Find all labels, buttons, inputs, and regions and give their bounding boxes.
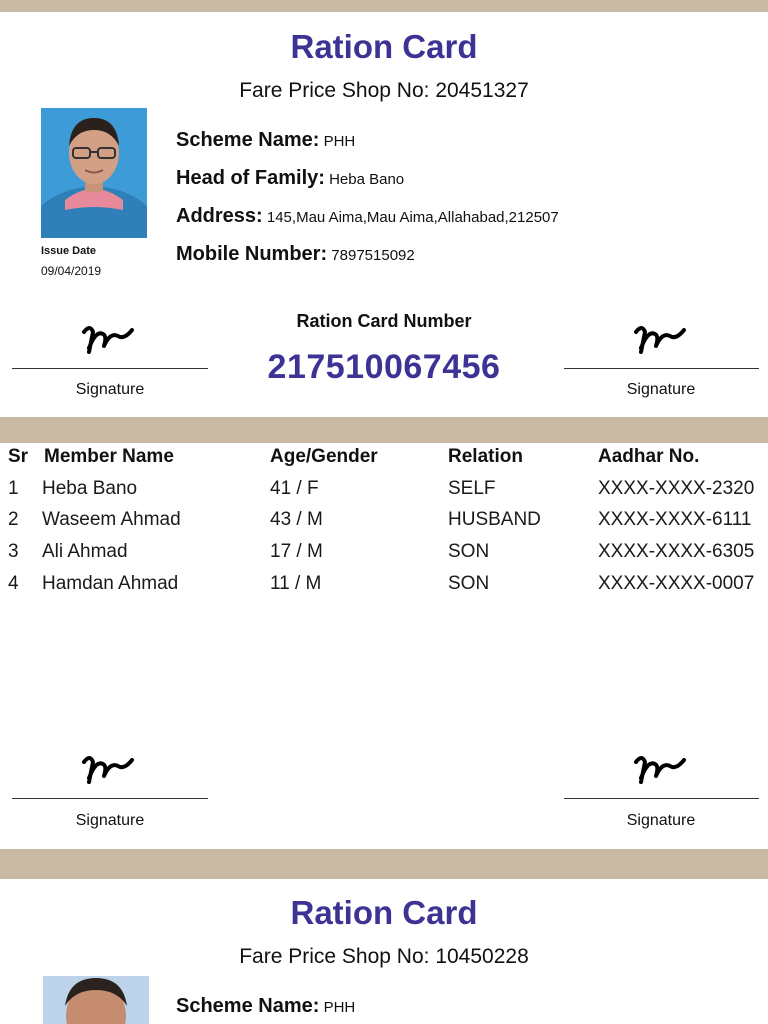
address-row — [176, 205, 559, 228]
top-band — [0, 0, 768, 12]
person-photo-icon — [41, 108, 147, 238]
scheme-row — [176, 129, 355, 152]
scheme-value: PHH — [323, 999, 356, 1016]
shop-label: Fare Price Shop No: — [239, 945, 430, 968]
scheme-row — [176, 995, 355, 1018]
header-age-gender: Age/Gender — [270, 446, 378, 467]
ration-card-number-label: Ration Card Number — [296, 311, 472, 331]
signature-scribble-icon — [80, 748, 140, 788]
signature-label: Signature — [626, 812, 696, 829]
cell-age-gender: 17 / M — [270, 541, 323, 562]
shop-number: 20451327 — [435, 79, 529, 102]
scheme-value: PHH — [323, 133, 356, 150]
signature-scribble-icon — [632, 748, 692, 788]
signature-line — [564, 368, 759, 369]
cell-age-gender: 11 / M — [270, 573, 322, 594]
cell-aadhar: XXXX-XXXX-0007 — [598, 573, 755, 594]
signature-label: Signature — [75, 381, 145, 398]
cell-name: Waseem Ahmad — [42, 509, 181, 530]
member-photo — [41, 108, 147, 238]
scheme-label: Scheme Name: — [176, 995, 320, 1017]
cell-aadhar: XXXX-XXXX-6305 — [598, 541, 755, 562]
cell-age-gender: 41 / F — [270, 478, 319, 499]
signature-label: Signature — [75, 812, 145, 829]
cell-aadhar: XXXX-XXXX-6111 — [598, 509, 752, 530]
cell-name: Hamdan Ahmad — [42, 573, 179, 594]
shop-label: Fare Price Shop No: — [239, 79, 430, 102]
member-photo — [43, 976, 149, 1024]
header-relation: Relation — [448, 446, 523, 467]
separator-band — [0, 417, 768, 443]
address-label: Address: — [176, 205, 263, 227]
cell-relation: SON — [448, 573, 490, 594]
issue-date-label: Issue Date — [41, 245, 97, 257]
head-label: Head of Family: — [176, 167, 325, 189]
shop-number-line — [0, 79, 768, 103]
cell-sr: 1 — [8, 478, 19, 499]
issue-date-value: 09/04/2019 — [41, 264, 102, 278]
signature-scribble-icon — [632, 318, 692, 358]
head-value: Heba Bano — [329, 171, 405, 188]
signature-line — [564, 798, 759, 799]
cell-name: Heba Bano — [42, 478, 138, 499]
cell-name: Ali Ahmad — [42, 541, 128, 562]
cell-age-gender: 43 / M — [270, 509, 323, 530]
cell-sr: 3 — [8, 541, 19, 562]
cell-relation: HUSBAND — [448, 509, 541, 530]
address-value: 145,Mau Aima,Mau Aima,Allahabad,212507 — [266, 209, 559, 226]
separator-band — [0, 849, 768, 879]
card-title: Ration Card — [290, 28, 478, 65]
scheme-label: Scheme Name: — [176, 129, 320, 151]
mobile-row — [176, 243, 415, 266]
cell-relation: SON — [448, 541, 490, 562]
ration-card-number: 217510067456 — [267, 348, 501, 386]
mobile-label: Mobile Number: — [176, 243, 328, 265]
cell-aadhar: XXXX-XXXX-2320 — [598, 478, 755, 499]
header-aadhar: Aadhar No. — [598, 446, 700, 467]
cell-relation: SELF — [448, 478, 496, 499]
shop-number: 10450228 — [435, 945, 529, 968]
mobile-value: 7897515092 — [331, 247, 415, 264]
header-member-name: Member Name — [44, 446, 174, 467]
person-photo-icon — [43, 976, 149, 1024]
cell-sr: 4 — [8, 573, 19, 594]
signature-line — [12, 798, 208, 799]
cell-sr: 2 — [8, 509, 19, 530]
card-title: Ration Card — [290, 894, 478, 931]
signature-label: Signature — [626, 381, 696, 398]
shop-number-line — [0, 945, 768, 969]
head-of-family-row — [176, 167, 404, 190]
header-sr: Sr — [8, 446, 29, 467]
